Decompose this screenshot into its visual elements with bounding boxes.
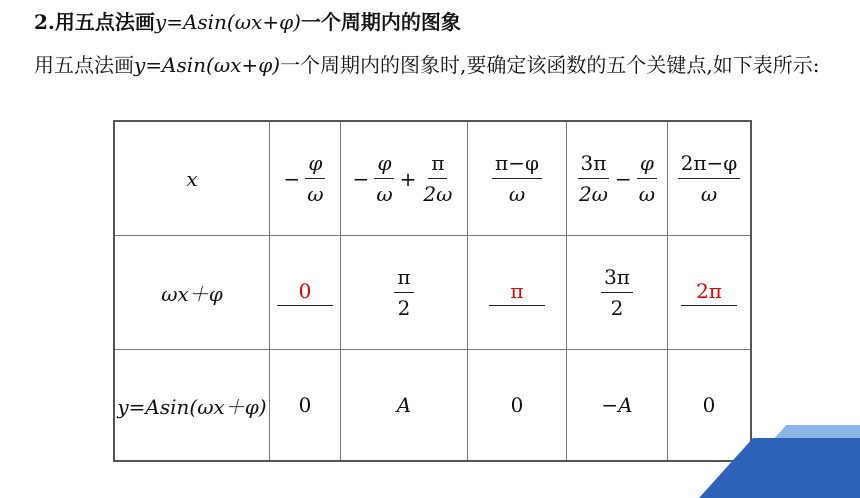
cell-x-5: $\frac{2\pi-\varphi}{\omega}$ (668, 121, 752, 236)
heading-text-after: 一个周期内的图象 (300, 10, 461, 34)
row-header-y: y=Asin(ωx＋φ) (114, 350, 270, 462)
answer-blank: π (489, 279, 545, 306)
table-row-phase (114, 236, 751, 350)
cell-phase-5 (668, 236, 752, 350)
intro-paragraph (34, 48, 834, 82)
cell-y-3: 0 (468, 350, 567, 462)
heading-number: 2 (34, 10, 48, 34)
cell-phase-4: $\frac{3\pi}{2}$ (567, 236, 668, 350)
table-row-x (114, 121, 751, 236)
cell-x-3: $\frac{\pi-\varphi}{\omega}$ (468, 121, 567, 236)
answer-blank: 0 (277, 279, 333, 306)
cell-phase-1 (270, 236, 341, 350)
para-formula: y=Asin(ωx+φ) (134, 53, 280, 77)
cell-y-1: 0 (270, 350, 341, 462)
heading-text-before: .用五点法画 (47, 10, 155, 34)
cell-phase-3 (468, 236, 567, 350)
cell-y-5: 0 (668, 350, 752, 462)
heading-formula: y=Asin(ωx+φ) (154, 10, 301, 34)
para-text-before: 用五点法画 (34, 53, 134, 77)
five-point-table (113, 120, 752, 462)
cell-x-2: − $\frac{\varphi}{\omega}$ + $\frac{\pi}{2\omega}$ (341, 121, 468, 236)
cell-x-4: $\frac{3\pi}{2\omega}$ − $\frac{\varphi}{\omega}$ (567, 121, 668, 236)
cell-phase-2: $\frac{\pi}{2}$ (341, 236, 468, 350)
table-row-y (114, 350, 751, 462)
cell-y-4: −A (567, 350, 668, 462)
cell-y-2: A (341, 350, 468, 462)
section-heading (34, 6, 461, 35)
row-header-x: x (114, 121, 270, 236)
para-text-after: 一个周期内的图象时,要确定该函数的五个关键点,如下表所示: (280, 53, 820, 77)
cell-x-1: − $\frac{\varphi}{\omega}$ (270, 121, 341, 236)
answer-blank: 2π (681, 279, 737, 306)
corner-decoration-light (774, 425, 860, 439)
row-header-phase: ωx＋φ (114, 236, 270, 350)
